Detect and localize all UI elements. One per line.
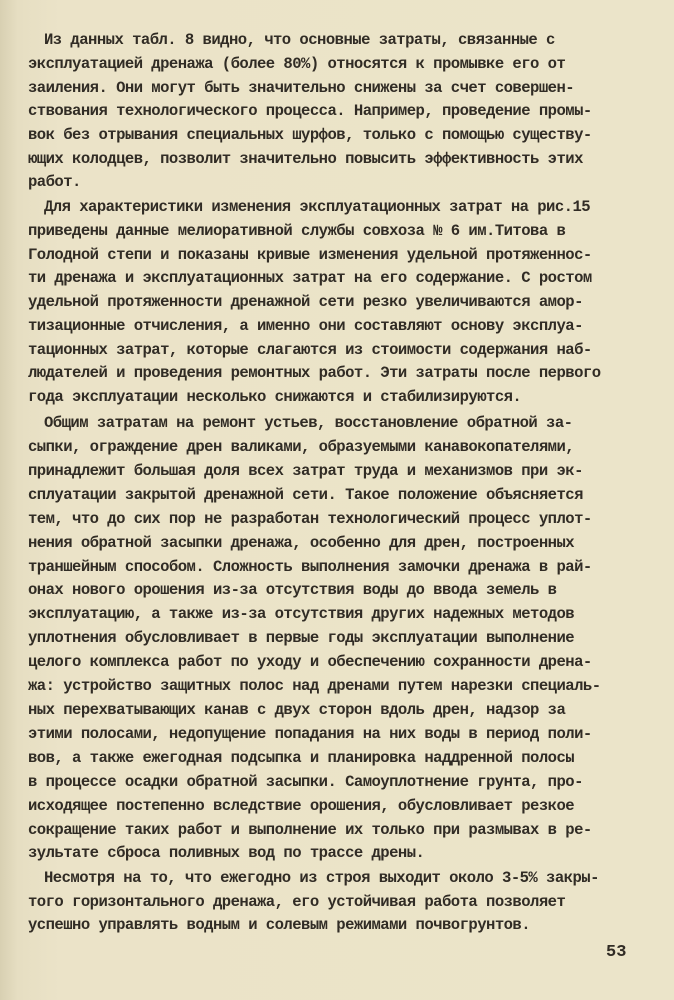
text-line: в процессе осадки обратной засыпки. Самоуплотнение грунта, про- — [28, 773, 583, 791]
text-line: эксплуатацией дренажа (более 80%) относятся к промывке его от — [28, 55, 566, 73]
text-line: вок без отрывания специальных шурфов, только с помощью существу- — [28, 126, 592, 144]
text-line: сокращение таких работ и выполнение их только при размывах в ре- — [28, 821, 592, 839]
text-line: этими полосами, недопущение попадания на них воды в период поли- — [28, 725, 592, 743]
text-line: удельной протяженности дренажной сети резко увеличиваются амор- — [28, 293, 583, 311]
text-line: ти дренажа и эксплуатационных затрат на его содержание. С ростом — [28, 269, 592, 287]
page-number: 53 — [606, 943, 627, 962]
text-line: того горизонтального дренажа, его устойчивая работа позволяет — [28, 893, 566, 911]
text-line: сыпки, ограждение дрен валиками, образуемыми канавокопателями, — [28, 438, 575, 456]
text-line: жа: устройство защитных полос над дренами путем нарезки специаль- — [28, 677, 601, 695]
text-line: сплуатации закрытой дренажной сети. Такое положение объясняется — [28, 486, 583, 504]
text-line: нения обратной засыпки дренажа, особенно для дрен, построенных — [28, 534, 575, 552]
text-line: ствования технологического процесса. Например, проведение промы- — [28, 102, 592, 120]
text-line: целого комплекса работ по уходу и обеспечению сохранности дрена- — [28, 653, 592, 671]
text-line: тизационные отчисления, а именно они составляют основу эксплуа- — [28, 317, 583, 335]
text-line: ных перехватывающих канав с двух сторон вдоль дрен, надзор за — [28, 701, 566, 719]
text-line: уплотнения обусловливает в первые годы эксплуатации выполнение — [28, 629, 575, 647]
text-line: принадлежит большая доля всех затрат труда и механизмов при эк- — [28, 462, 583, 480]
text-line: Несмотря на то, что ежегодно из строя выходит около 3-5% закры- — [44, 869, 599, 887]
text-line: тационных затрат, которые слагаются из стоимости содержания наб- — [28, 341, 592, 359]
text-line: вов, а также ежегодная подсыпка и планировка наддренной полосы — [28, 749, 575, 767]
text-line: онах нового орошения из-за отсутствия воды до ввода земель в — [28, 581, 557, 599]
text-line: зультате сброса поливных вод по трассе дрены. — [28, 844, 425, 862]
text-line: работ. — [28, 173, 81, 191]
text-line: года эксплуатации несколько снижаются и стабилизируются. — [28, 388, 522, 406]
text-line: людателей и проведения ремонтных работ. Эти затраты после первого — [28, 364, 601, 382]
text-line: успешно управлять водным и солевым режимами почвогрунтов. — [28, 916, 531, 934]
text-line: эксплуатацию, а также из-за отсутствия других надежных методов — [28, 605, 575, 623]
text-line: Из данных табл. 8 видно, что основные затраты, связанные с — [44, 31, 555, 49]
text-line: тем, что до сих пор не разработан технологический процесс уплот- — [28, 510, 592, 528]
text-line: Общим затратам на ремонт устьев, восстановление обратной за- — [44, 414, 573, 432]
text-line: приведены данные мелиоративной службы совхоза № 6 им.Титова в — [28, 222, 566, 240]
text-line: Для характеристики изменения эксплуатационных затрат на рис.15 — [44, 198, 591, 216]
text-line: заиления. Они могут быть значительно снижены за счет совершен- — [28, 79, 575, 97]
text-line: траншейным способом. Сложность выполнения замочки дренажа в рай- — [28, 558, 592, 576]
text-line: исходящее постепенно вследствие орошения, обусловливает резкое — [28, 797, 575, 815]
text-line: ющих колодцев, позволит значительно повысить эффективность этих — [28, 150, 583, 168]
text-line: Голодной степи и показаны кривые изменения удельной протяженнос- — [28, 246, 592, 264]
